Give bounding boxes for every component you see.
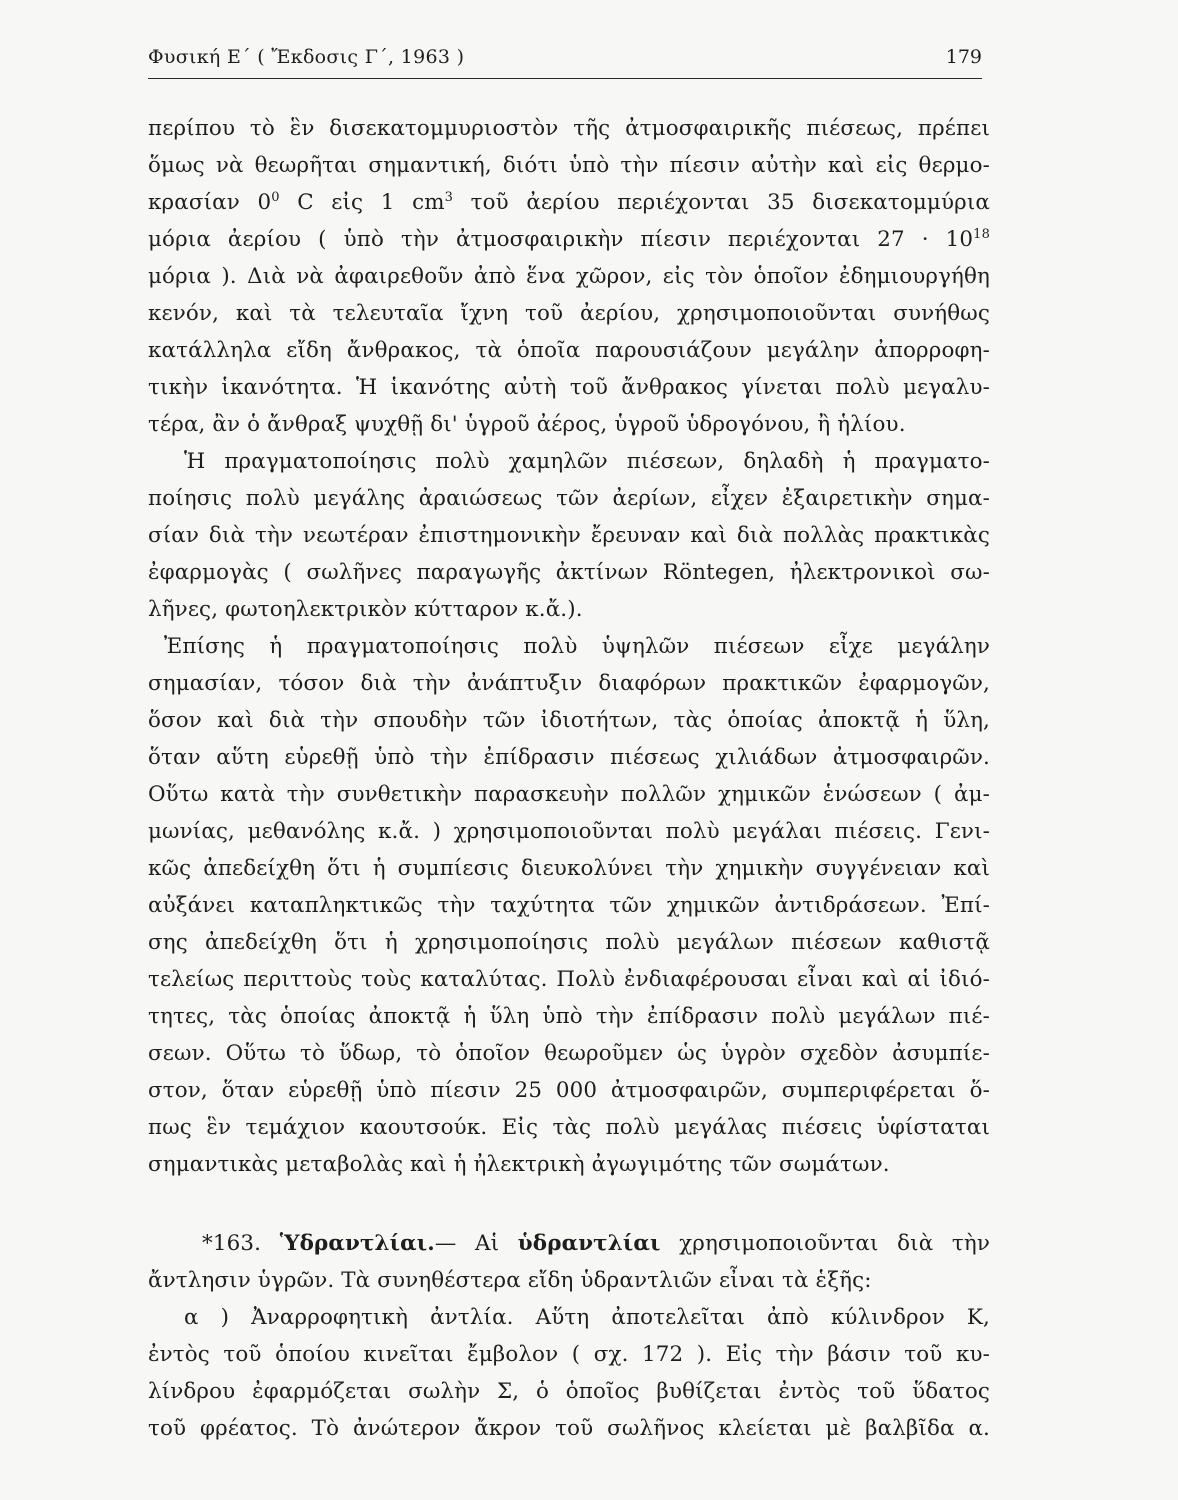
text-line: τοῦ φρέατος. Τὸ ἀνώτερον ἄκρον τοῦ σωλῆνος κλείεται μὲ βαλβῖδα α. bbox=[148, 1416, 990, 1441]
paragraph-low-pressure bbox=[148, 443, 990, 628]
section-163 bbox=[148, 1225, 990, 1447]
text-line: σίαν διὰ τὴν νεωτέραν ἐπιστημονικὴν ἔρευναν καὶ διὰ πολλὰς πρακτικὰς bbox=[148, 523, 990, 548]
text-fragment: — Αἱ bbox=[434, 1231, 500, 1256]
text-line: περίπου τὸ ἓν δισεκατομμυριοστὸν τῆς ἀτμοσφαιρικῆς πιέσεως, πρέπει bbox=[148, 116, 990, 141]
text-line: σεων. Οὕτω τὸ ὕδωρ, τὸ ὁποῖον θεωροῦμεν ὡς ὑγρὸν σχεδὸν ἀσυμπίε- bbox=[148, 1041, 990, 1066]
running-title: Φυσική Ε΄ ( Ἔκδοσις Γ΄, 1963 ) bbox=[148, 46, 465, 68]
text-fragment: τοῦ ἀερίου περιέχονται 35 δισεκατομμύρια bbox=[453, 190, 990, 215]
cube-superscript: 3 bbox=[444, 189, 454, 205]
text-line: λίνδρου ἐφαρμόζεται σωλὴν Σ, ὁ ὁποῖος βυθίζεται ἐντὸς τοῦ ὕδατος bbox=[148, 1379, 990, 1404]
text-line bbox=[148, 184, 990, 221]
text-line: τέρα, ἂν ὁ ἄνθραξ ψυχθῇ δι' ὑγροῦ ἀέρος, ὑγροῦ ὑδρογόνου, ἢ ἡλίου. bbox=[148, 412, 906, 437]
text-line: κατάλληλα εἴδη ἄνθρακος, τὰ ὁποῖα παρουσιάζουν μεγάλην ἀπορροφη- bbox=[148, 338, 990, 363]
text-line: πως ἓν τεμάχιον καουτσούκ. Εἰς τὰς πολὺ μεγάλας πιέσεις ὑφίσταται bbox=[148, 1115, 990, 1140]
text-line bbox=[148, 221, 990, 258]
text-line: σημαντικὰς μεταβολὰς καὶ ἡ ἠλεκτρικὴ ἀγωγιμότης τῶν σωμάτων. bbox=[148, 1152, 890, 1177]
text-line: α ) Ἀναρροφητικὴ ἀντλία. Αὕτη ἀποτελεῖται ἀπὸ κύλινδρον Κ, bbox=[184, 1305, 990, 1330]
text-line: τελείως περιττοὺς τοὺς καταλύτας. Πολὺ ἐνδιαφέρουσαι εἶναι καὶ αἱ ἰδιό- bbox=[148, 967, 990, 992]
text-line: αὐξάνει καταπληκτικῶς τὴν ταχύτητα τῶν χημικῶν ἀντιδράσεων. Ἐπί- bbox=[148, 893, 990, 918]
text-line: κῶς ἀπεδείχθη ὅτι ἡ συμπίεσις διευκολύνει τὴν χημικὴν συγγένειαν καὶ bbox=[148, 856, 990, 881]
text-line: ὅμως νὰ θεωρῆται σημαντική, διότι ὑπὸ τὴν πίεσιν αὐτὴν καὶ εἰς θερμο- bbox=[148, 153, 990, 178]
text-line: ἐφαρμογὰς ( σωλῆνες παραγωγῆς ἀκτίνων Röntegen, ἠλεκτρονικοὶ σω- bbox=[148, 560, 990, 585]
body-text bbox=[148, 110, 990, 1447]
paragraph-continued bbox=[148, 110, 990, 443]
text-fragment: χρησιμοποιοῦνται διὰ τὴν bbox=[679, 1231, 991, 1256]
section-gap bbox=[148, 1183, 990, 1225]
text-line: ἄντλησιν ὑγρῶν. Τὰ συνηθέστερα εἴδη ὑδραντλιῶν εἶναι τὰ ἑξῆς: bbox=[148, 1268, 872, 1293]
text-line: σης ἀπεδείχθη ὅτι ἡ χρησιμοποίησις πολὺ μεγάλων πιέσεων καθιστᾷ bbox=[148, 930, 990, 955]
text-fragment: μόρια ἀερίου ( ὑπὸ τὴν ἀτμοσφαιρικὴν πίεσιν περιέχονται 27 · 10 bbox=[148, 227, 974, 252]
text-line: κενόν, καὶ τὰ τελευταῖα ἴχνη τοῦ ἀερίου, χρησιμοποιοῦνται συνήθως bbox=[148, 301, 990, 326]
degree-superscript: 0 bbox=[271, 189, 280, 205]
text-line: μωνίας, μεθανόλης κ.ἄ. ) χρησιμοποιοῦνται πολὺ μεγάλαι πιέσεις. Γενι- bbox=[148, 819, 990, 844]
text-line: Ἐπίσης ἡ πραγματοποίησις πολὺ ὑψηλῶν πιέσεων εἶχε μεγάλην bbox=[164, 634, 990, 659]
section-title: Ὑδραντλίαι. bbox=[279, 1231, 435, 1256]
text-line: λῆνες, φωτοηλεκτρικὸν κύτταρον κ.ἄ.). bbox=[148, 597, 583, 622]
text-line: ἐντὸς τοῦ ὁποίου κινεῖται ἔμβολον ( σχ. 172 ). Εἰς τὴν βάσιν τοῦ κυ- bbox=[148, 1342, 990, 1367]
text-line: τικὴν ἱκανότητα. Ἡ ἱκανότης αὐτὴ τοῦ ἄνθρακος γίνεται πολὺ μεγαλυ- bbox=[148, 375, 990, 400]
running-head bbox=[148, 44, 982, 79]
text-line: ὅσον καὶ διὰ τὴν σπουδὴν τῶν ἰδιοτήτων, τὰς ὁποίας ἀποκτᾷ ἡ ὕλη, bbox=[148, 708, 990, 733]
paragraph-high-pressure bbox=[148, 628, 990, 1183]
text-line: Οὕτω κατὰ τὴν συνθετικὴν παρασκευὴν πολλῶν χημικῶν ἑνώσεων ( ἀμ- bbox=[148, 782, 990, 807]
section-heading-line bbox=[148, 1225, 990, 1262]
page-number: 179 bbox=[945, 46, 982, 68]
exponent-superscript: 18 bbox=[973, 226, 990, 242]
text-line: μόρια ). Διὰ νὰ ἀφαιρεθοῦν ἀπὸ ἕνα χῶρον, εἰς τὸν ὁποῖον ἐδημιουργήθη bbox=[148, 264, 990, 289]
emphasized-term: ὑδραντλίαι bbox=[517, 1231, 661, 1256]
text-fragment: κρασίαν 0 bbox=[148, 190, 272, 215]
text-line: στον, ὅταν εὑρεθῇ ὑπὸ πίεσιν 25 000 ἀτμοσφαιρῶν, συμπεριφέρεται ὅ- bbox=[148, 1078, 990, 1103]
text-line: ὅταν αὕτη εὑρεθῇ ὑπὸ τὴν ἐπίδρασιν πιέσεως χιλιάδων ἀτμοσφαιρῶν. bbox=[148, 745, 990, 770]
section-number: *163. bbox=[202, 1231, 262, 1256]
text-line: σημασίαν, τόσον διὰ τὴν ἀνάπτυξιν διαφόρων πρακτικῶν ἐφαρμογῶν, bbox=[148, 671, 990, 696]
text-line: Ἡ πραγματοποίησις πολὺ χαμηλῶν πιέσεων, δηλαδὴ ἡ πραγματο- bbox=[184, 449, 990, 474]
text-line: ποίησις πολὺ μεγάλης ἀραιώσεως τῶν ἀερίων, εἶχεν ἐξαιρετικὴν σημα- bbox=[148, 486, 990, 511]
text-line: τητες, τὰς ὁποίας ἀποκτᾷ ἡ ὕλη ὑπὸ τὴν ἐπίδρασιν πολὺ μεγάλων πιέ- bbox=[148, 1004, 990, 1029]
text-fragment: C εἰς 1 cm bbox=[279, 190, 445, 215]
